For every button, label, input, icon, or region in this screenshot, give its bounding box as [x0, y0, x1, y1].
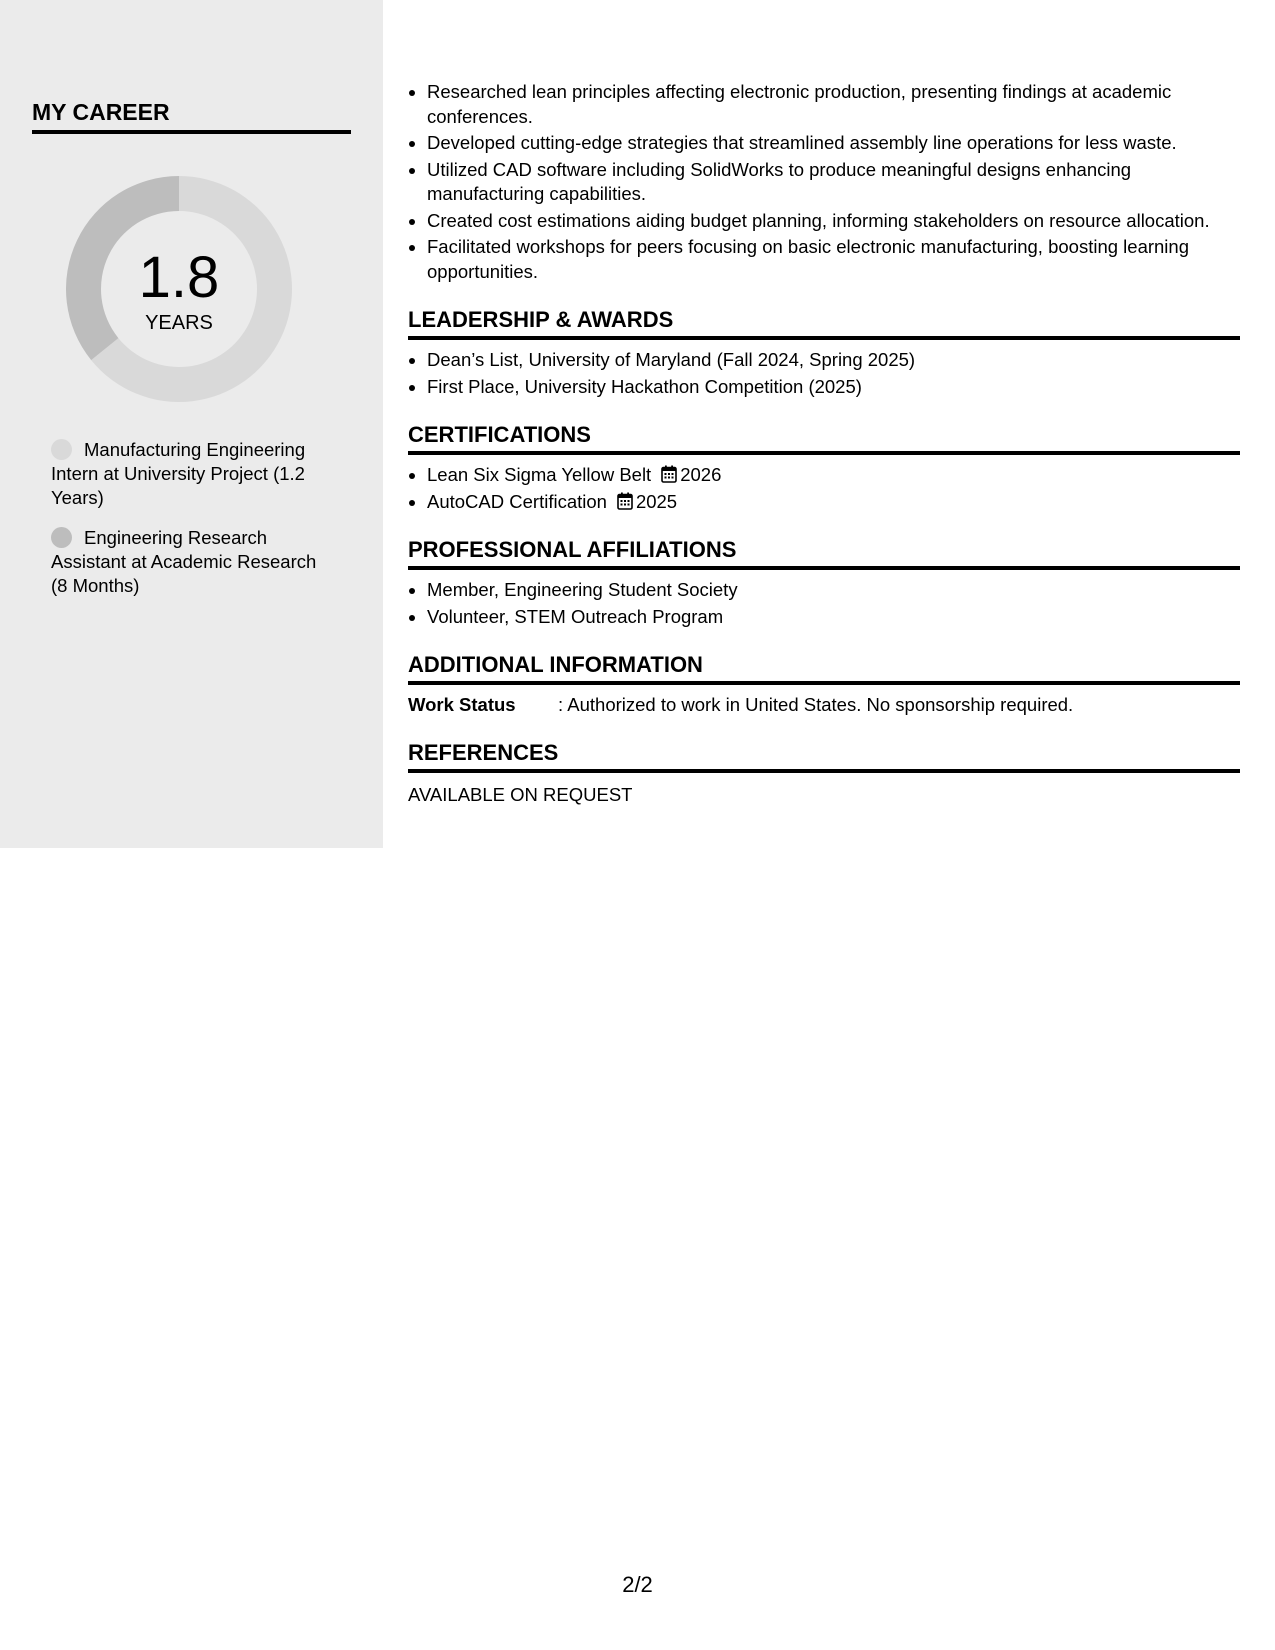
- sidebar: [0, 0, 383, 848]
- leadership-list: [408, 348, 1240, 399]
- list-item: • Created cost estimations aiding budget planning, informing stakeholders on resource allocation.: [427, 209, 1240, 234]
- certifications-section: [408, 421, 1240, 514]
- section-heading: LEADERSHIP & AWARDS: [408, 306, 1240, 340]
- list-item: • Facilitated workshops for peers focusing on basic electronic manufacturing, boosting learning opportunities.: [427, 235, 1240, 284]
- affiliations-list: [408, 578, 1240, 629]
- references-section: [408, 739, 1240, 807]
- work-status-label: Work Status: [408, 694, 516, 715]
- calendar-icon: [661, 465, 677, 483]
- section-heading: REFERENCES: [408, 739, 1240, 773]
- legend-dot: [51, 439, 72, 460]
- legend-item: [51, 526, 331, 598]
- references-text: AVAILABLE ON REQUEST: [408, 784, 633, 805]
- experience-bullets: [408, 80, 1240, 284]
- additional-info-section: [408, 651, 1240, 717]
- certifications-list: [408, 463, 1240, 514]
- work-status-value: : Authorized to work in United States. No sponsorship required.: [558, 694, 1074, 715]
- career-legend: [51, 438, 331, 614]
- certification-name: Lean Six Sigma Yellow Belt: [427, 464, 652, 485]
- list-item: • Utilized CAD software including SolidWorks to produce meaningful designs enhancing manufacturing capabilities.: [427, 158, 1240, 207]
- career-heading: MY CAREER: [32, 98, 351, 134]
- certification-year: 2025: [635, 490, 678, 512]
- legend-item: [51, 438, 331, 510]
- legend-label: Engineering Research Assistant at Academic Research (8 Months): [51, 527, 317, 596]
- main-content: [408, 80, 1240, 807]
- section-heading: ADDITIONAL INFORMATION: [408, 651, 1240, 685]
- list-item: [427, 490, 1240, 515]
- work-status-row: [408, 693, 1240, 717]
- section-heading: CERTIFICATIONS: [408, 421, 1240, 455]
- donut-center-value: 1.8: [138, 245, 220, 310]
- list-item: • First Place, University Hackathon Competition (2025): [427, 375, 1240, 400]
- section-heading: PROFESSIONAL AFFILIATIONS: [408, 536, 1240, 570]
- certification-year: 2026: [680, 464, 722, 485]
- donut-center-unit: YEARS: [145, 312, 213, 334]
- list-item: • Developed cutting-edge strategies that streamlined assembly line operations for less waste.: [427, 131, 1240, 156]
- legend-label: Manufacturing Engineering Intern at University Project (1.2 Years): [51, 439, 306, 508]
- list-item: [427, 463, 1240, 488]
- certification-name: AutoCAD Certification: [427, 490, 607, 512]
- page-number: 2/2: [622, 1572, 653, 1597]
- list-item: • Researched lean principles affecting electronic production, presenting findings at academic conferences.: [427, 80, 1240, 129]
- calendar-icon: [617, 492, 633, 510]
- leadership-section: [408, 306, 1240, 399]
- list-item: • Member, Engineering Student Society: [427, 578, 1240, 603]
- list-item: • Dean’s List, University of Maryland (Fall 2024, Spring 2025): [427, 348, 1240, 373]
- list-item: • Volunteer, STEM Outreach Program: [427, 605, 1240, 630]
- affiliations-section: [408, 536, 1240, 629]
- legend-dot: [51, 527, 72, 548]
